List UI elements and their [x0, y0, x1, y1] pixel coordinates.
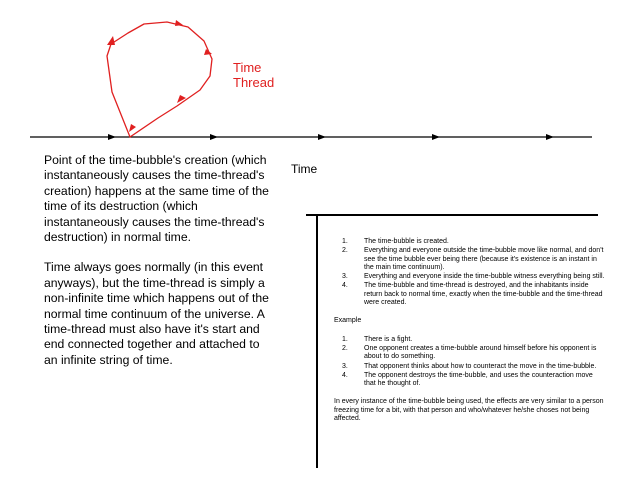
list-number: 1. — [342, 238, 348, 245]
list-text: The time-bubble and time-thread is destroyed, and the inhabitants inside return back to normal time, exactly when the time-bubble and the time-thread were created. — [364, 282, 603, 307]
time-thread-arrow — [175, 20, 183, 26]
time-thread-arrow — [107, 36, 115, 45]
explanation-paragraph-2: Time always goes normally (in this event anyways), but the time-thread is simply a non-infinite time which happens out of the normal time continuum of the universe. A time-thread must also have it's start and end connected together and attached to an infinite string of time. — [44, 260, 269, 367]
timeline-arrow — [432, 134, 440, 140]
list-item — [334, 336, 606, 344]
time-thread-arrow — [177, 95, 186, 103]
notes-panel — [316, 214, 616, 468]
list-text: One opponent creates a time-bubble around himself before his opponent is about to do something. — [364, 344, 597, 361]
list-item — [334, 247, 606, 272]
example-list — [334, 336, 606, 389]
list-item — [334, 282, 606, 307]
list-number: 1. — [342, 335, 348, 343]
panel-horizontal-line — [306, 214, 598, 216]
time-thread-label — [233, 60, 274, 90]
list-number: 3. — [342, 362, 348, 370]
notes-content — [334, 238, 606, 423]
list-number: 2. — [342, 344, 348, 352]
timeline-arrow — [210, 134, 218, 140]
list-number: 3. — [342, 273, 348, 281]
list-text: That opponent thinks about how to counteract the move in the time-bubble. — [364, 362, 597, 370]
timeline-arrow — [546, 134, 554, 140]
list-text: Everything and everyone inside the time-bubble witness everything being still. — [364, 273, 605, 281]
list-item — [334, 273, 606, 281]
list-text: Everything and everyone outside the time-bubble move like normal, and don't see the time bubble ever being there (because it's existence is an instant in the main time continuum). — [364, 247, 604, 271]
summary-text: In every instance of the time-bubble being used, the effects are very similar to a person freezing time for a bit, with that person and who/whatever he/she choses not being affected. — [334, 398, 604, 423]
list-number: 2. — [342, 247, 348, 255]
list-item — [334, 345, 606, 362]
list-text: The time-bubble is created. — [364, 238, 449, 245]
time-thread-loop — [107, 22, 212, 137]
timeline-label: Time — [291, 162, 318, 176]
time-thread-arrow — [129, 124, 136, 132]
list-text: The opponent destroys the time-bubble, and uses the counteraction move that he thought of. — [364, 371, 593, 388]
list-text: There is a fight. — [364, 335, 413, 343]
list-item — [334, 363, 606, 371]
explanation-text — [44, 153, 276, 383]
time-thread-label-line2: Thread — [233, 75, 275, 90]
list-item — [334, 372, 606, 389]
time-thread-label-line1: Time — [233, 60, 262, 75]
steps-list — [334, 238, 606, 307]
panel-vertical-line — [316, 214, 318, 468]
list-number: 4. — [342, 282, 348, 290]
timeline-arrow — [108, 134, 116, 140]
timeline-arrow — [318, 134, 326, 140]
example-heading: Example — [334, 317, 362, 325]
list-item — [334, 238, 606, 246]
list-number: 4. — [342, 371, 348, 379]
explanation-paragraph-1: Point of the time-bubble's creation (which instantaneously causes the time-thread's creation) happens at the same time of the time of its destruction (which instantaneously causes the time-thread's destruction) in normal time. — [44, 153, 269, 245]
